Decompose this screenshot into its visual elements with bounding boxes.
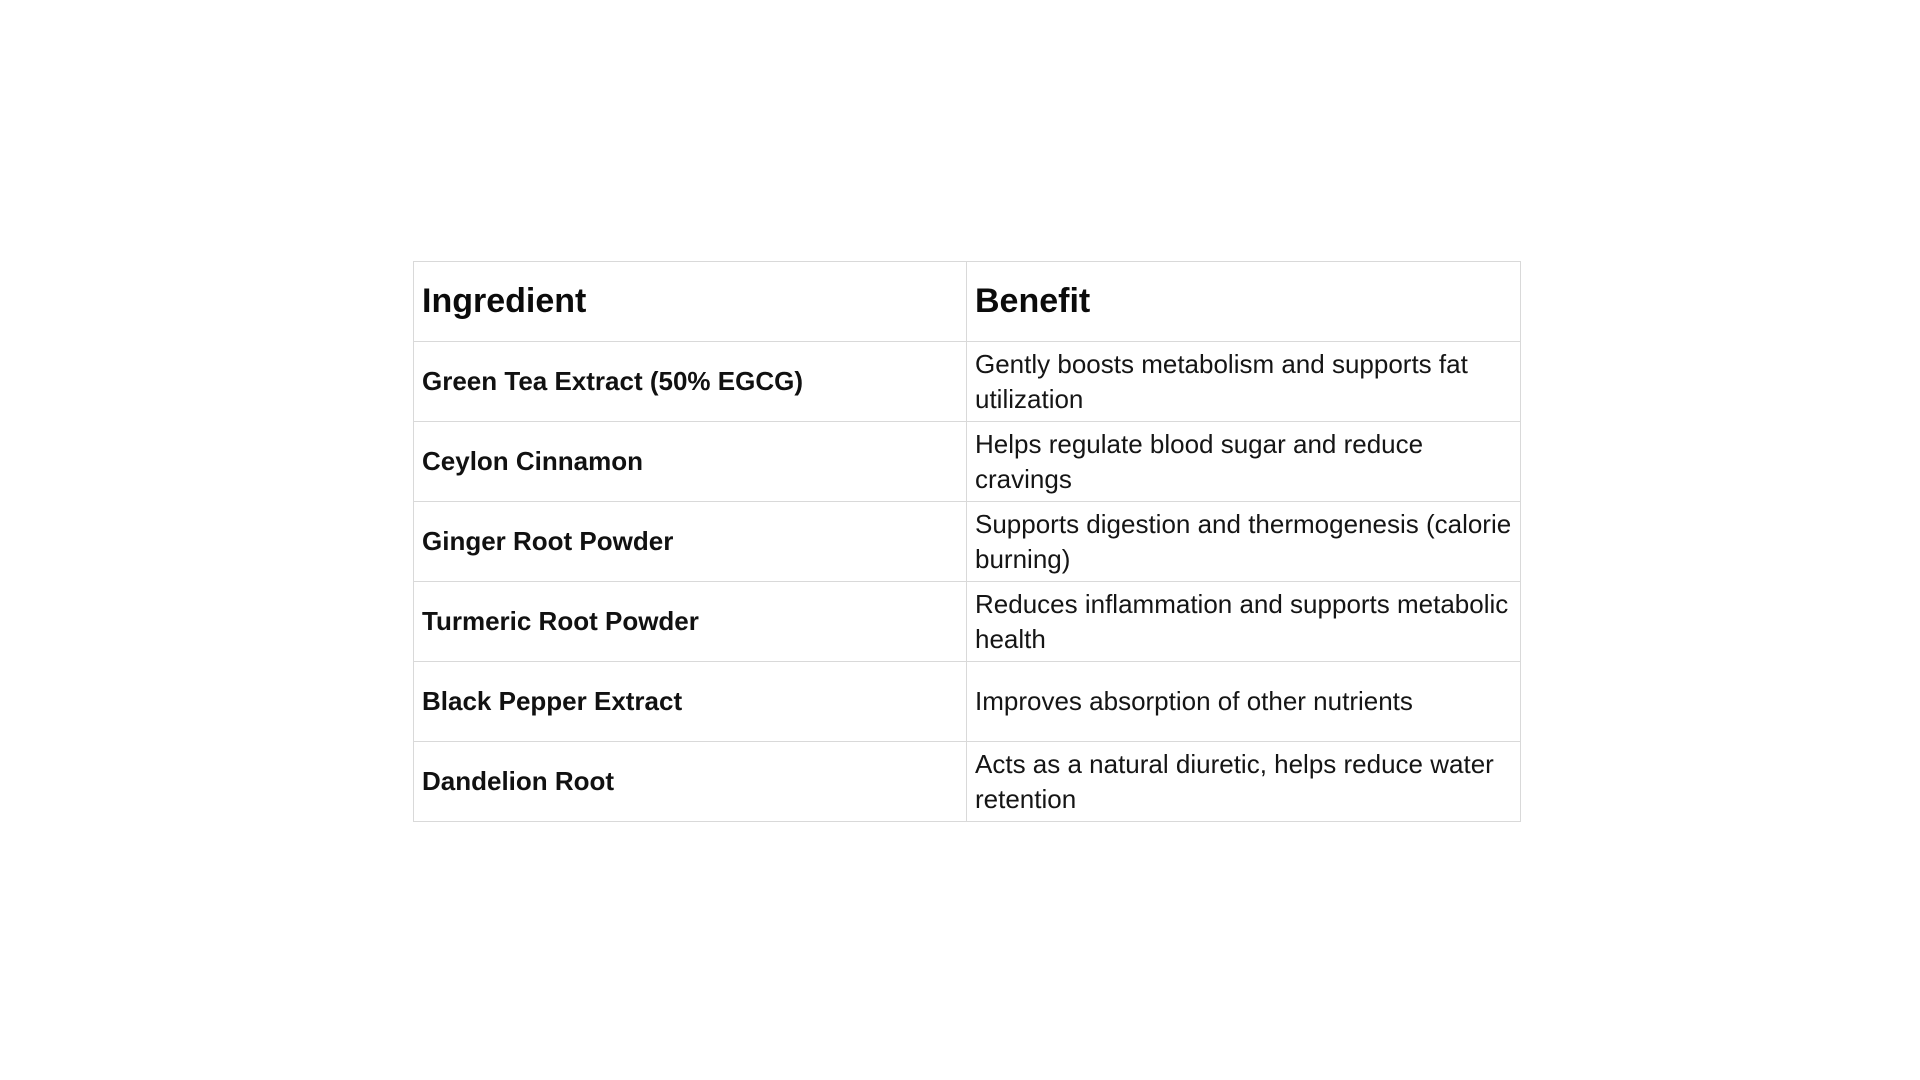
benefit-cell: Supports digestion and thermogenesis (calorie burning)	[967, 502, 1521, 582]
ingredient-cell: Black Pepper Extract	[414, 662, 967, 742]
benefit-cell: Helps regulate blood sugar and reduce cravings	[967, 422, 1521, 502]
benefit-cell: Improves absorption of other nutrients	[967, 662, 1521, 742]
ingredient-cell: Turmeric Root Powder	[414, 582, 967, 662]
ingredient-cell: Ginger Root Powder	[414, 502, 967, 582]
ingredients-table	[413, 261, 1521, 822]
benefit-cell: Gently boosts metabolism and supports fat utilization	[967, 342, 1521, 422]
ingredient-cell: Ceylon Cinnamon	[414, 422, 967, 502]
table-row	[414, 662, 1521, 742]
ingredient-cell: Green Tea Extract (50% EGCG)	[414, 342, 967, 422]
table-row	[414, 502, 1521, 582]
table-row	[414, 422, 1521, 502]
benefit-cell: Reduces inflammation and supports metabolic health	[967, 582, 1521, 662]
table-row	[414, 582, 1521, 662]
table-row	[414, 742, 1521, 822]
benefit-cell: Acts as a natural diuretic, helps reduce water retention	[967, 742, 1521, 822]
header-ingredient: Ingredient	[414, 262, 967, 342]
table-row	[414, 342, 1521, 422]
ingredient-cell: Dandelion Root	[414, 742, 967, 822]
ingredients-table-container	[413, 261, 1520, 822]
header-benefit: Benefit	[967, 262, 1521, 342]
table-header-row	[414, 262, 1521, 342]
